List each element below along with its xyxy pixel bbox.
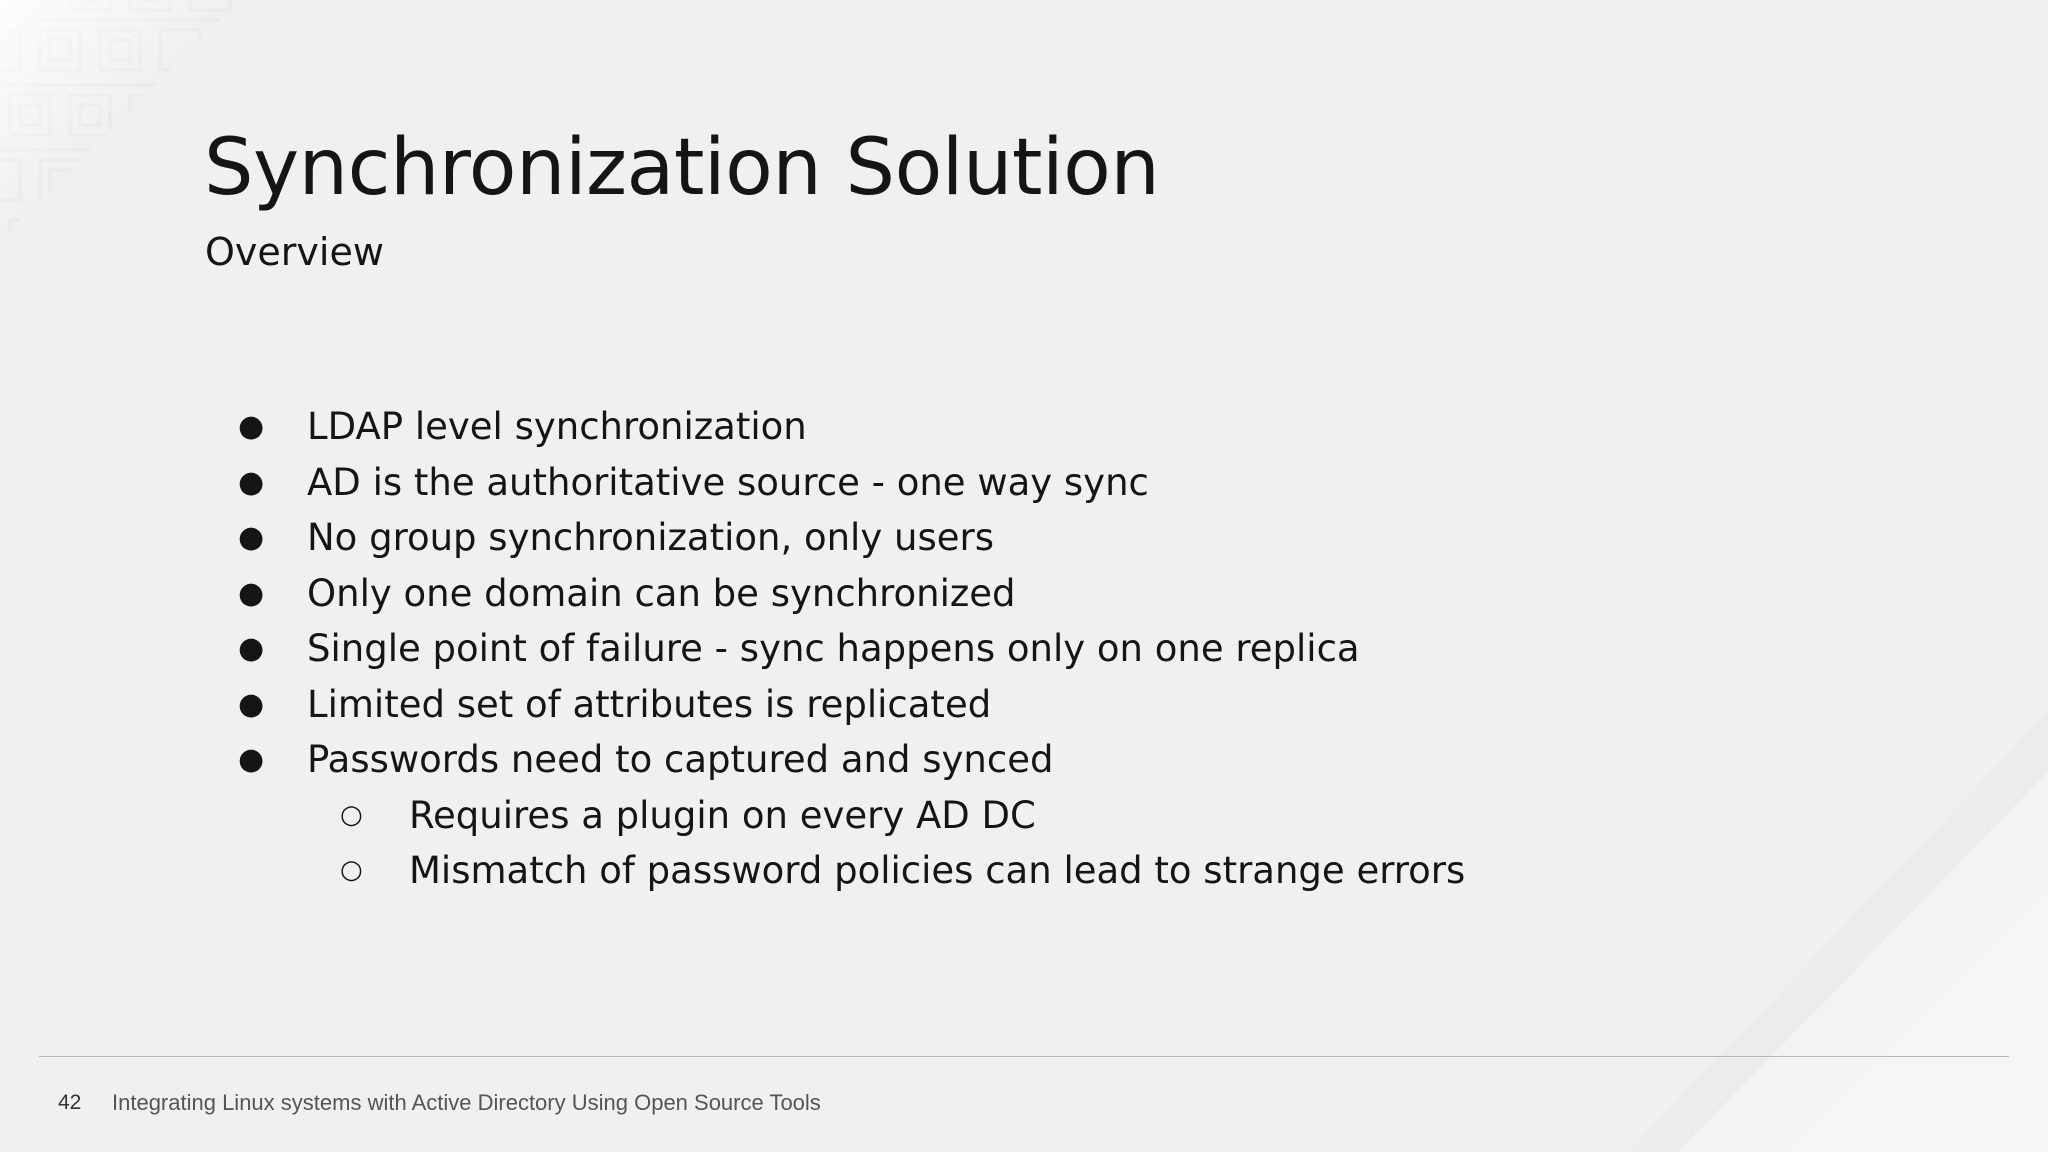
- slide-title: Synchronization Solution: [204, 123, 1160, 213]
- sub-bullet-icon: ○: [340, 855, 363, 885]
- slide-subtitle: Overview: [205, 230, 384, 274]
- bullet-text: Single point of failure - sync happens only on one replica: [307, 627, 1360, 670]
- sub-bullet-text: Mismatch of password policies can lead to strange errors: [409, 849, 1466, 892]
- bullet-text: No group synchronization, only users: [307, 516, 994, 559]
- bullet-icon: ●: [238, 464, 265, 500]
- bullet-text: Only one domain can be synchronized: [307, 571, 1016, 615]
- bullet-icon: ●: [238, 631, 265, 666]
- bullet-icon: ●: [238, 520, 265, 555]
- bullet-text: Passwords need to captured and synced: [307, 738, 1054, 781]
- bullet-icon: ●: [238, 742, 265, 777]
- bullet-icon: ●: [238, 409, 265, 444]
- bullet-text: Limited set of attributes is replicated: [307, 682, 992, 726]
- bullet-text: LDAP level synchronization: [307, 405, 807, 448]
- footer-title: Integrating Linux systems with Active Directory Using Open Source Tools: [112, 1090, 821, 1115]
- sub-bullet-text: Requires a plugin on every AD DC: [409, 793, 1036, 837]
- bullet-text: AD is the authoritative source - one way sync: [307, 460, 1149, 504]
- bullet-icon: ●: [238, 686, 265, 722]
- sub-bullet-icon: ○: [340, 799, 363, 830]
- page-number: 42: [58, 1091, 82, 1114]
- footer-divider: [39, 1056, 2009, 1057]
- bullet-icon: ●: [238, 575, 265, 611]
